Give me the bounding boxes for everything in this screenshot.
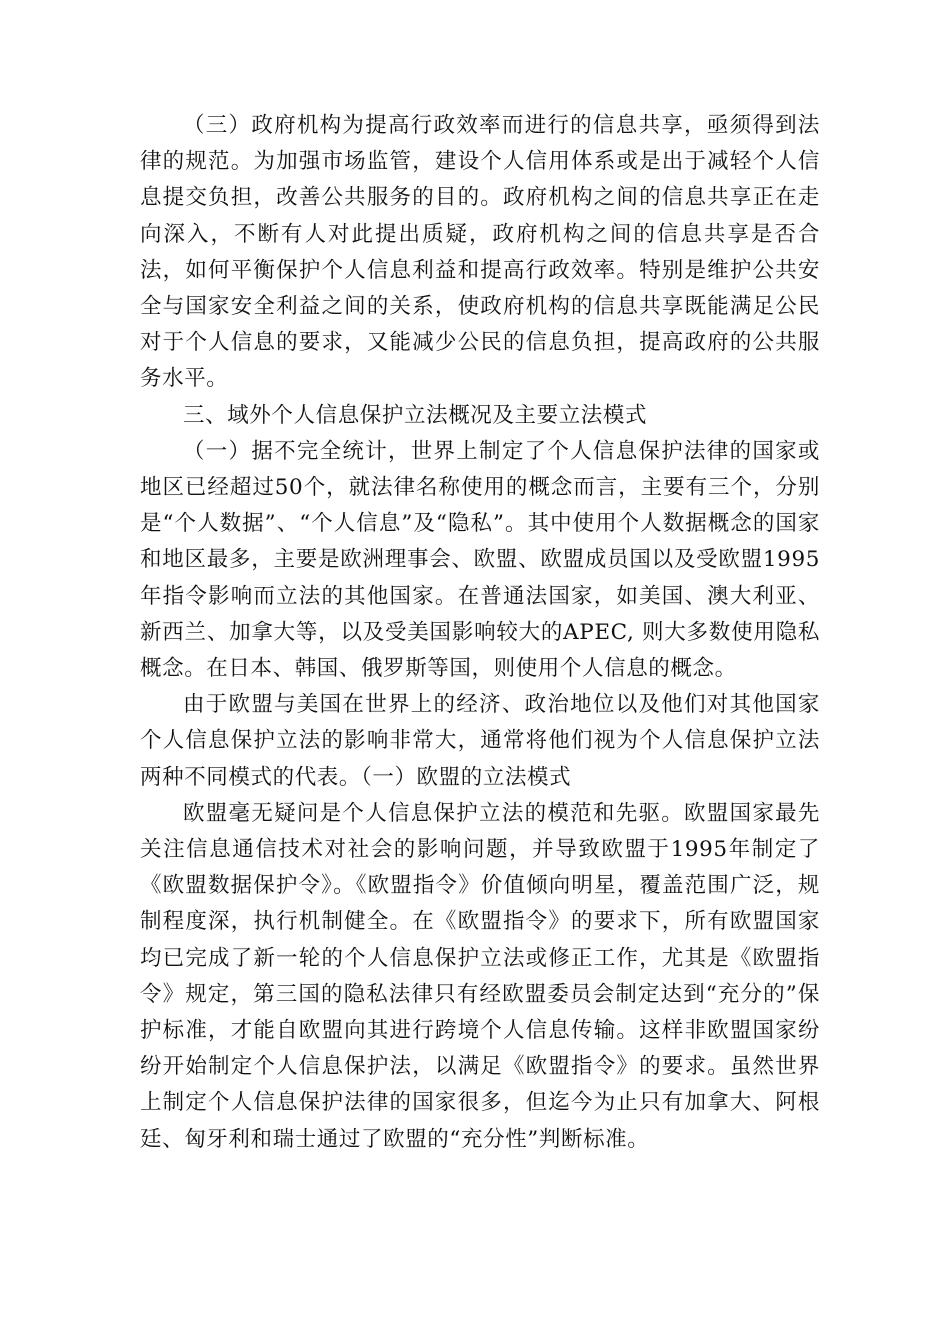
- document-body: [140, 108, 820, 1158]
- paragraph-government-info-sharing: （三）政府机构为提高行政效率而进行的信息共享，亟须得到法律的规范。为加强市场监管，建设个人信用体系或是出于减轻个人信息提交负担，改善公共服务的目的。政府机构之间的信息共享正在走向深入，不断有人对此提出质疑，政府机构之间的信息共享是否合法，如何平衡保护个人信息利益和提高行政效率。特别是维护公共安全与国家安全利益之间的关系，使政府机构的信息共享既能满足公民对于个人信息的要求，又能减少公民的信息负担，提高政府的公共服务水平。: [140, 113, 820, 392]
- paragraph-eu-legislation: 欧盟毫无疑问是个人信息保护立法的模范和先驱。欧盟国家最先关注信息通信技术对社会的影响问题，并导致欧盟于1995年制定了《欧盟数据保护令》。《欧盟指令》价值倾向明星，覆盖范围广泛，规制程度深，执行机制健全。在《欧盟指令》的要求下，所有欧盟国家均已完成了新一轮的个人信息保护立法或修正工作，尤其是《欧盟指令》规定，第三国的隐私法律只有经欧盟委员会制定达到“充分的”保护标准，才能自欧盟向其进行跨境个人信息传输。这样非欧盟国家纷纷开始制定个人信息保护法，以满足《欧盟指令》的要求。虽然世界上制定个人信息保护法律的国家很多，但迄今为止只有加拿大、阿根廷、匈牙利和瑞士通过了欧盟的“充分性”判断标准。: [140, 800, 820, 1152]
- paragraph-eu-us-models: 由于欧盟与美国在世界上的经济、政治地位以及他们对其他国家个人信息保护立法的影响非常大，通常将他们视为个人信息保护立法两种不同模式的代表。（一）欧盟的立法模式: [140, 692, 820, 790]
- paragraph-legislation-statistics: （一）据不完全统计，世界上制定了个人信息保护法律的国家或地区已经超过50个，就法律名称使用的概念而言，主要有三个，分别是“个人数据”、“个人信息”及“隐私”。其中使用个人数据概念的国家和地区最多，主要是欧洲理事会、欧盟、欧盟成员国以及受欧盟1995年指令影响而立法的其他国家。在普通法国家，如美国、澳大利亚、新西兰、加拿大等，以及受美国影响较大的APEC, 则大多数使用隐私概念。在日本、韩国、俄罗斯等国，则使用个人信息的概念。: [140, 438, 820, 682]
- section-heading: 三、域外个人信息保护立法概况及主要立法模式: [183, 402, 648, 428]
